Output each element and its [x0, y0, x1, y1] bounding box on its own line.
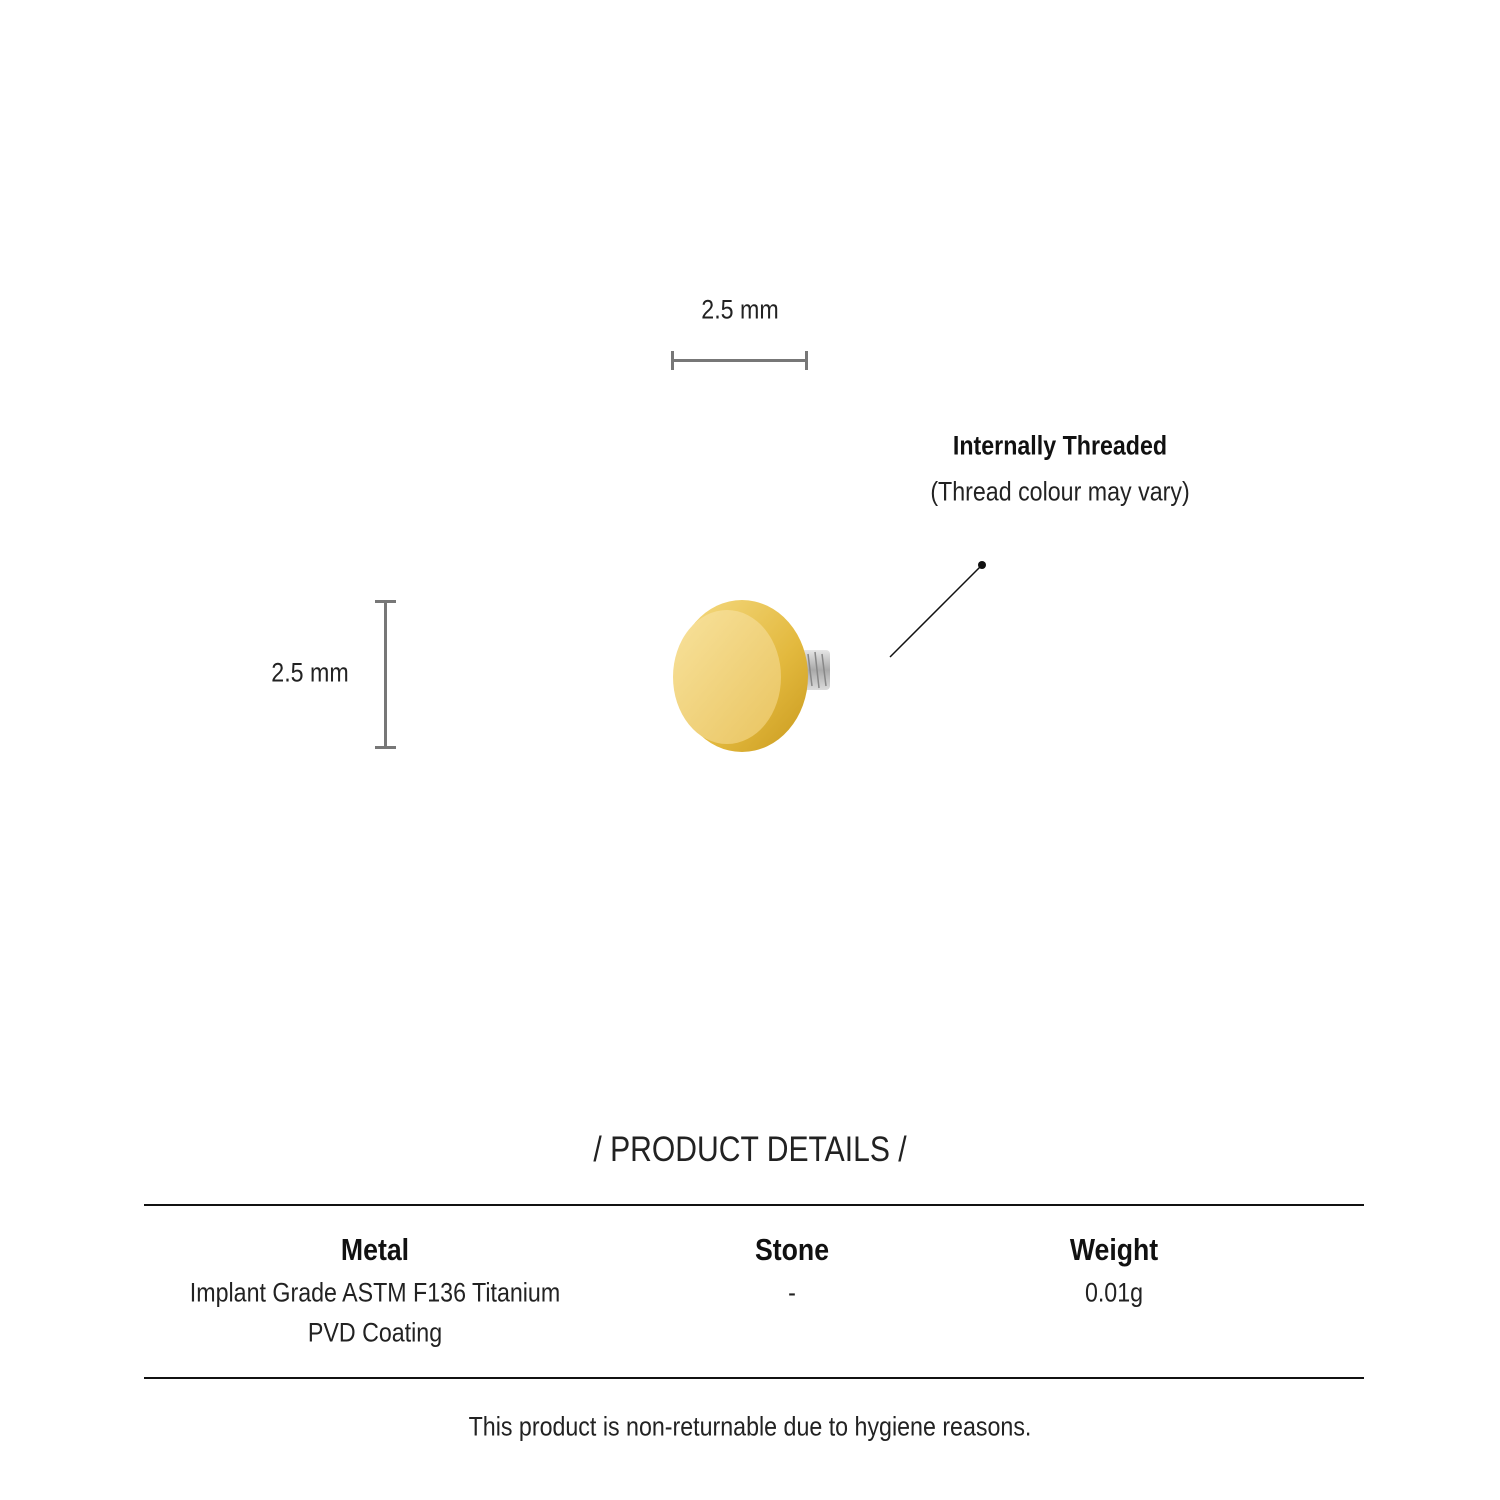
column-header: Weight — [1069, 1232, 1159, 1267]
callout-subtitle: (Thread colour may vary) — [930, 476, 1190, 507]
details-heading: / PRODUCT DETAILS / — [593, 1130, 907, 1169]
footer-note: This product is non-returnable due to hygiene reasons. — [468, 1411, 1032, 1442]
column-header: Stone — [754, 1232, 830, 1267]
width-dimension-label: 2.5 mm — [701, 294, 779, 325]
column-header: Metal — [340, 1232, 410, 1267]
callout-leader-dot — [978, 561, 986, 569]
column-value: - — [788, 1277, 796, 1308]
column-value: Implant Grade ASTM F136 Titanium — [189, 1277, 561, 1308]
callout-title: Internally Threaded — [952, 430, 1168, 461]
callout-leader-line — [890, 565, 982, 657]
details-bottom-rule — [144, 1377, 1364, 1379]
column-value: PVD Coating — [307, 1317, 443, 1348]
column-value: 0.01g — [1084, 1277, 1144, 1308]
height-dimension-label: 2.5 mm — [271, 657, 349, 688]
gold-disc-icon — [673, 600, 808, 752]
details-top-rule — [144, 1204, 1364, 1206]
